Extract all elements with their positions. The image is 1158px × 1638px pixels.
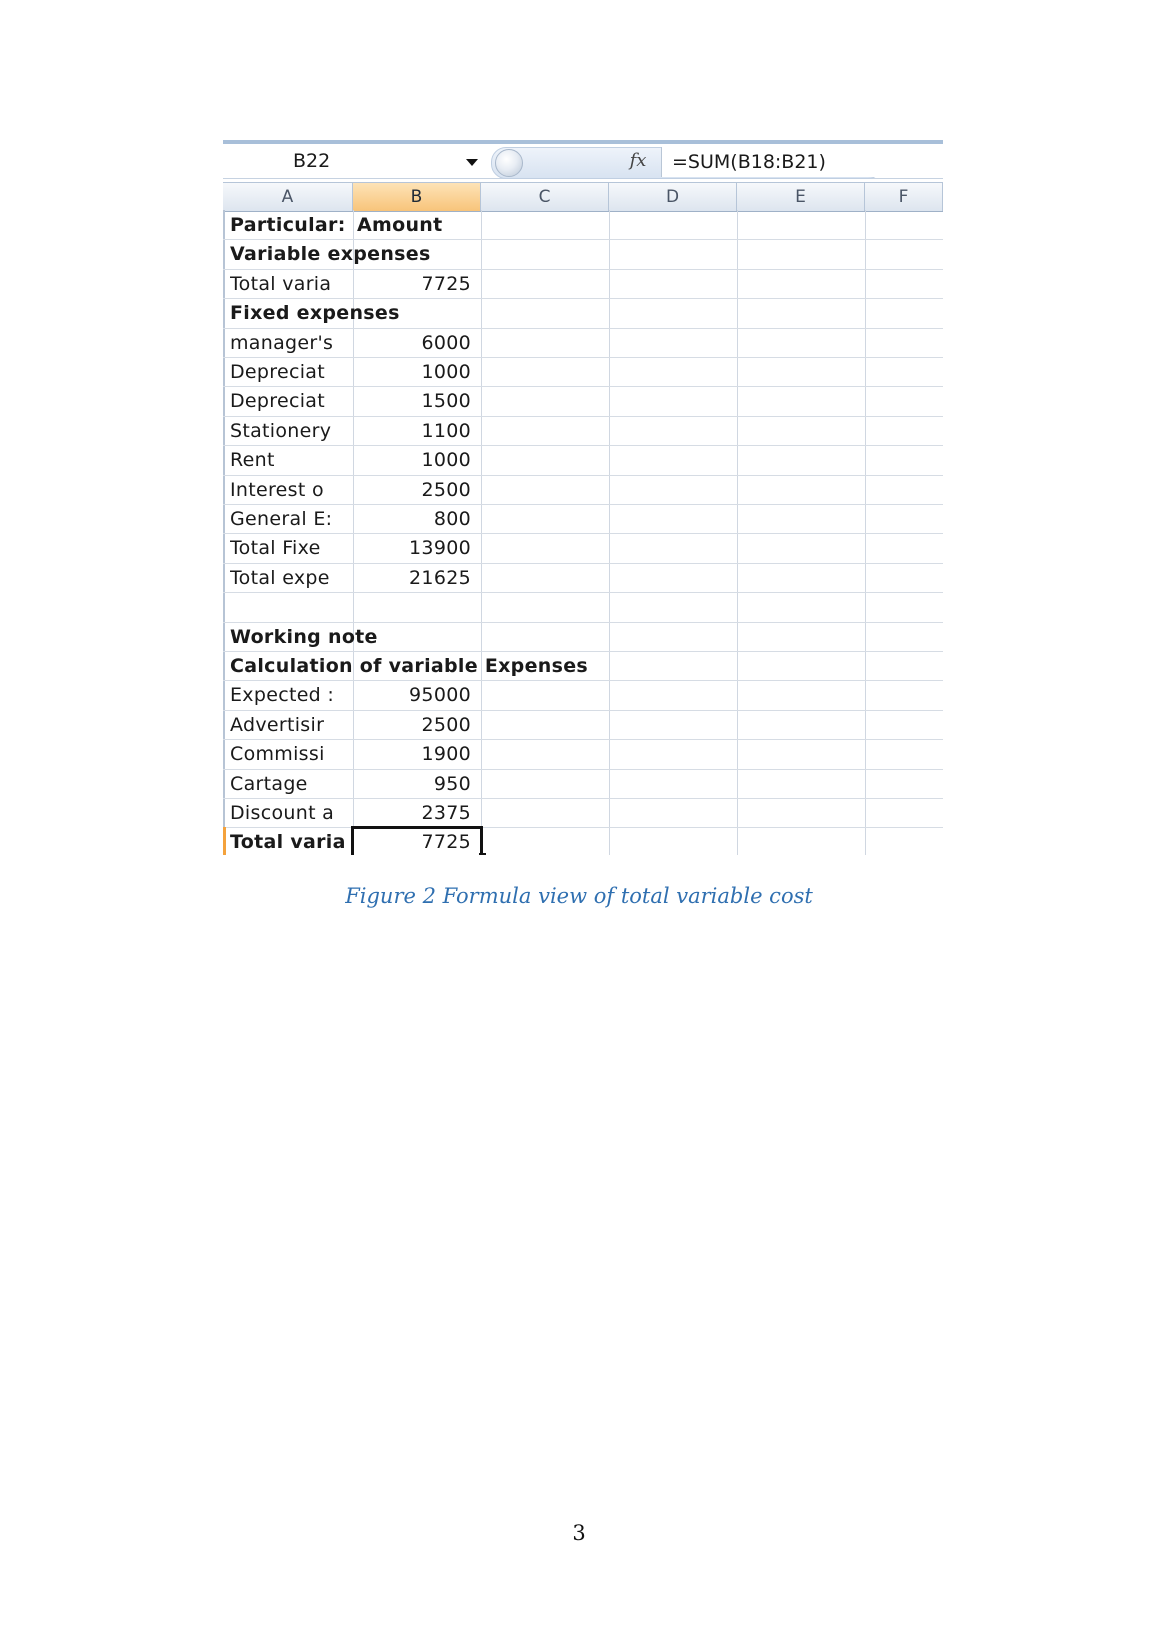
cell-a17[interactable]: Expected : — [230, 684, 335, 707]
cell-b9[interactable]: 1000 — [421, 449, 471, 472]
cell-a4[interactable]: Fixed expenses — [230, 302, 400, 325]
cell-b17[interactable]: 95000 — [409, 684, 471, 707]
spreadsheet-screenshot — [223, 140, 943, 855]
cell-a10[interactable]: Interest o — [230, 478, 324, 501]
cell-a18[interactable]: Advertisir — [230, 713, 325, 736]
cell-a5[interactable]: manager's — [230, 331, 334, 354]
grid-row-line — [223, 592, 943, 593]
cell-b3[interactable]: 7725 — [421, 272, 471, 295]
cell-a8[interactable]: Stationery — [230, 419, 332, 442]
active-row-marker — [223, 827, 226, 855]
cell-b11[interactable]: 800 — [433, 508, 471, 530]
cell-b20[interactable]: 950 — [433, 772, 471, 795]
cell-b10[interactable]: 2500 — [421, 478, 471, 501]
cell-b13[interactable]: 21625 — [409, 566, 471, 589]
formula-bar — [223, 144, 943, 179]
cell-a16[interactable]: Calculation of variable Expenses — [230, 655, 589, 677]
name-box-dropdown-icon[interactable] — [466, 159, 478, 166]
cell-a15[interactable]: Working note — [230, 625, 378, 648]
name-box-value: B22 — [293, 150, 331, 172]
formula-input[interactable]: =SUM(B18:B21) — [661, 147, 943, 177]
cell-b18[interactable]: 2500 — [421, 713, 471, 736]
cell-a22[interactable]: Total varia — [230, 831, 346, 854]
column-header-e[interactable]: E — [737, 183, 865, 211]
column-header-a[interactable]: A — [223, 183, 353, 211]
figure-caption: Figure 2 Formula view of total variable cost — [345, 884, 813, 908]
column-header-d[interactable]: D — [609, 183, 737, 211]
name-box[interactable] — [223, 146, 485, 176]
cell-a13[interactable]: Total expe — [230, 566, 330, 589]
page-number: 3 — [572, 1521, 586, 1545]
cell-b8[interactable]: 1100 — [421, 419, 471, 442]
column-header-b[interactable]: B — [353, 183, 481, 211]
cell-a7[interactable]: Depreciat — [230, 390, 325, 413]
column-header-f[interactable]: F — [865, 183, 943, 211]
cell-b6[interactable]: 1000 — [421, 361, 471, 383]
cell-a21[interactable]: Discount a — [230, 802, 335, 824]
cell-b19[interactable]: 1900 — [421, 743, 471, 766]
cell-b22[interactable]: 7725 — [421, 831, 471, 854]
cell-a6[interactable]: Depreciat — [230, 361, 325, 383]
active-cell-border[interactable] — [351, 826, 483, 855]
cell-a1[interactable]: Particular: — [230, 214, 346, 236]
cell-a11[interactable]: General E: — [230, 508, 333, 530]
cell-b12[interactable]: 13900 — [409, 537, 471, 560]
column-headers — [223, 182, 943, 212]
fx-icon[interactable]: fx — [629, 150, 647, 171]
fill-handle[interactable] — [479, 853, 486, 855]
cell-a9[interactable]: Rent — [230, 449, 275, 472]
cell-b1[interactable]: Amount — [357, 214, 443, 236]
cell-b7[interactable]: 1500 — [421, 390, 471, 413]
cell-b5[interactable]: 6000 — [421, 331, 471, 354]
cell-a19[interactable]: Commissi — [230, 743, 325, 766]
expand-circle-icon[interactable] — [495, 149, 523, 177]
column-header-c[interactable]: C — [481, 183, 609, 211]
cell-a12[interactable]: Total Fixe — [230, 537, 321, 560]
cell-a2[interactable]: Variable expenses — [230, 243, 431, 266]
cell-b21[interactable]: 2375 — [421, 802, 471, 824]
cell-a3[interactable]: Total varia — [230, 272, 332, 295]
cell-a20[interactable]: Cartage — [230, 772, 308, 795]
